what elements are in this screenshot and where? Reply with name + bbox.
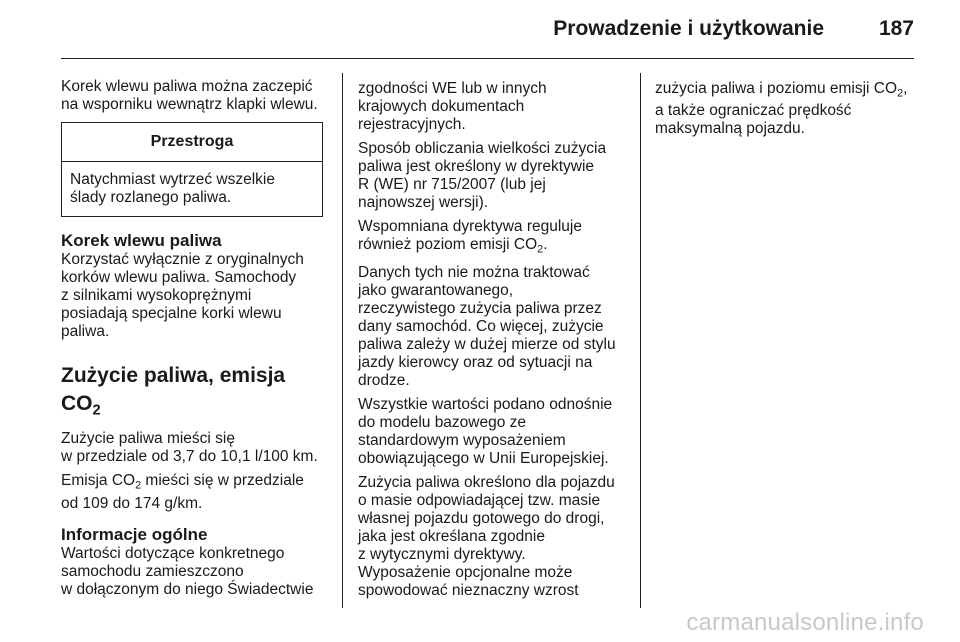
header-rule	[61, 58, 914, 59]
paragraph: Zużycia paliwa określono dla pojazdu o masie odpowiadającej tzw. masie własnej pojazdu gotowego do drogi, jaka jest określana zgodnie z wytycznymi dyrektywy. Wyposażenie opcjonalne może spowodować nieznaczny wzrost	[358, 474, 615, 600]
fuel-cap-paragraph: Korzystać wyłącznie z oryginalnych korków wlewu paliwa. Samochody z silnikami wysokoprężnymi posiadają specjalne korki wlewu paliwa.	[61, 251, 304, 340]
column-3	[655, 80, 925, 144]
general-info-heading: Informacje ogólne	[61, 524, 208, 544]
emission-paragraph: Emisja $CO_2$ mieści się w przedziale od 109 do 174 g/km.	[61, 472, 304, 512]
column-divider	[342, 73, 343, 608]
column-divider	[640, 73, 641, 608]
page-header	[0, 0, 960, 60]
fuel-cap-heading: Korek wlewu paliwa	[61, 231, 222, 250]
column-1	[61, 78, 326, 605]
column-2	[358, 80, 628, 606]
paragraph: Sposób obliczania wielkości zużycia paliwa jest określony w dyrektywie R (WE) nr 715/2007 (lub jej najnowszej wersji).	[358, 140, 607, 211]
consumption-paragraph: Zużycie paliwa mieści się w przedziale od 3,7 do 10,1 l/100 km.	[61, 430, 318, 466]
watermark-text: carmanualsonline.info	[686, 609, 924, 636]
paragraph: Danych tych nie można traktować jako gwarantowanego, rzeczywistego zużycia paliwa przez dany samochód. Co więcej, zużycie paliwa zależy w dużej mierze od stylu jazdy kierowcy oraz od sytuacji na drodze.	[358, 264, 616, 390]
page-number: 187	[878, 17, 914, 40]
paragraph: Wspomniana dyrektywa reguluje również poziom emisji $CO_2$.	[358, 218, 582, 256]
caution-body: Natychmiast wytrzeć wszelkie ślady rozlanego paliwa.	[70, 171, 275, 206]
caution-box	[61, 122, 323, 217]
paragraph: Wszystkie wartości podano odnośnie do modelu bazowego ze standardowym wyposażeniem obowiązującego w Unii Europejskiej.	[358, 396, 613, 468]
running-head: Prowadzenie i użytkowanie	[553, 17, 824, 40]
intro-paragraph: Korek wlewu paliwa można zaczepić na wsporniku wewnątrz klapki wlewu.	[61, 78, 318, 113]
caution-title: Przestroga	[62, 123, 322, 162]
general-info-paragraph: Wartości dotyczące konkretnego samochodu zamieszczono w dołączonym do niego Świadectwie	[61, 544, 314, 598]
section-title: Zużycie paliwa, emisja $CO_2$	[61, 364, 286, 419]
paragraph: zużycia paliwa i poziomu emisji $CO_2$, a także ograniczać prędkość maksymalną pojazdu.	[655, 80, 908, 138]
paragraph: zgodności WE lub w innych krajowych dokumentach rejestracyjnych.	[358, 80, 547, 133]
